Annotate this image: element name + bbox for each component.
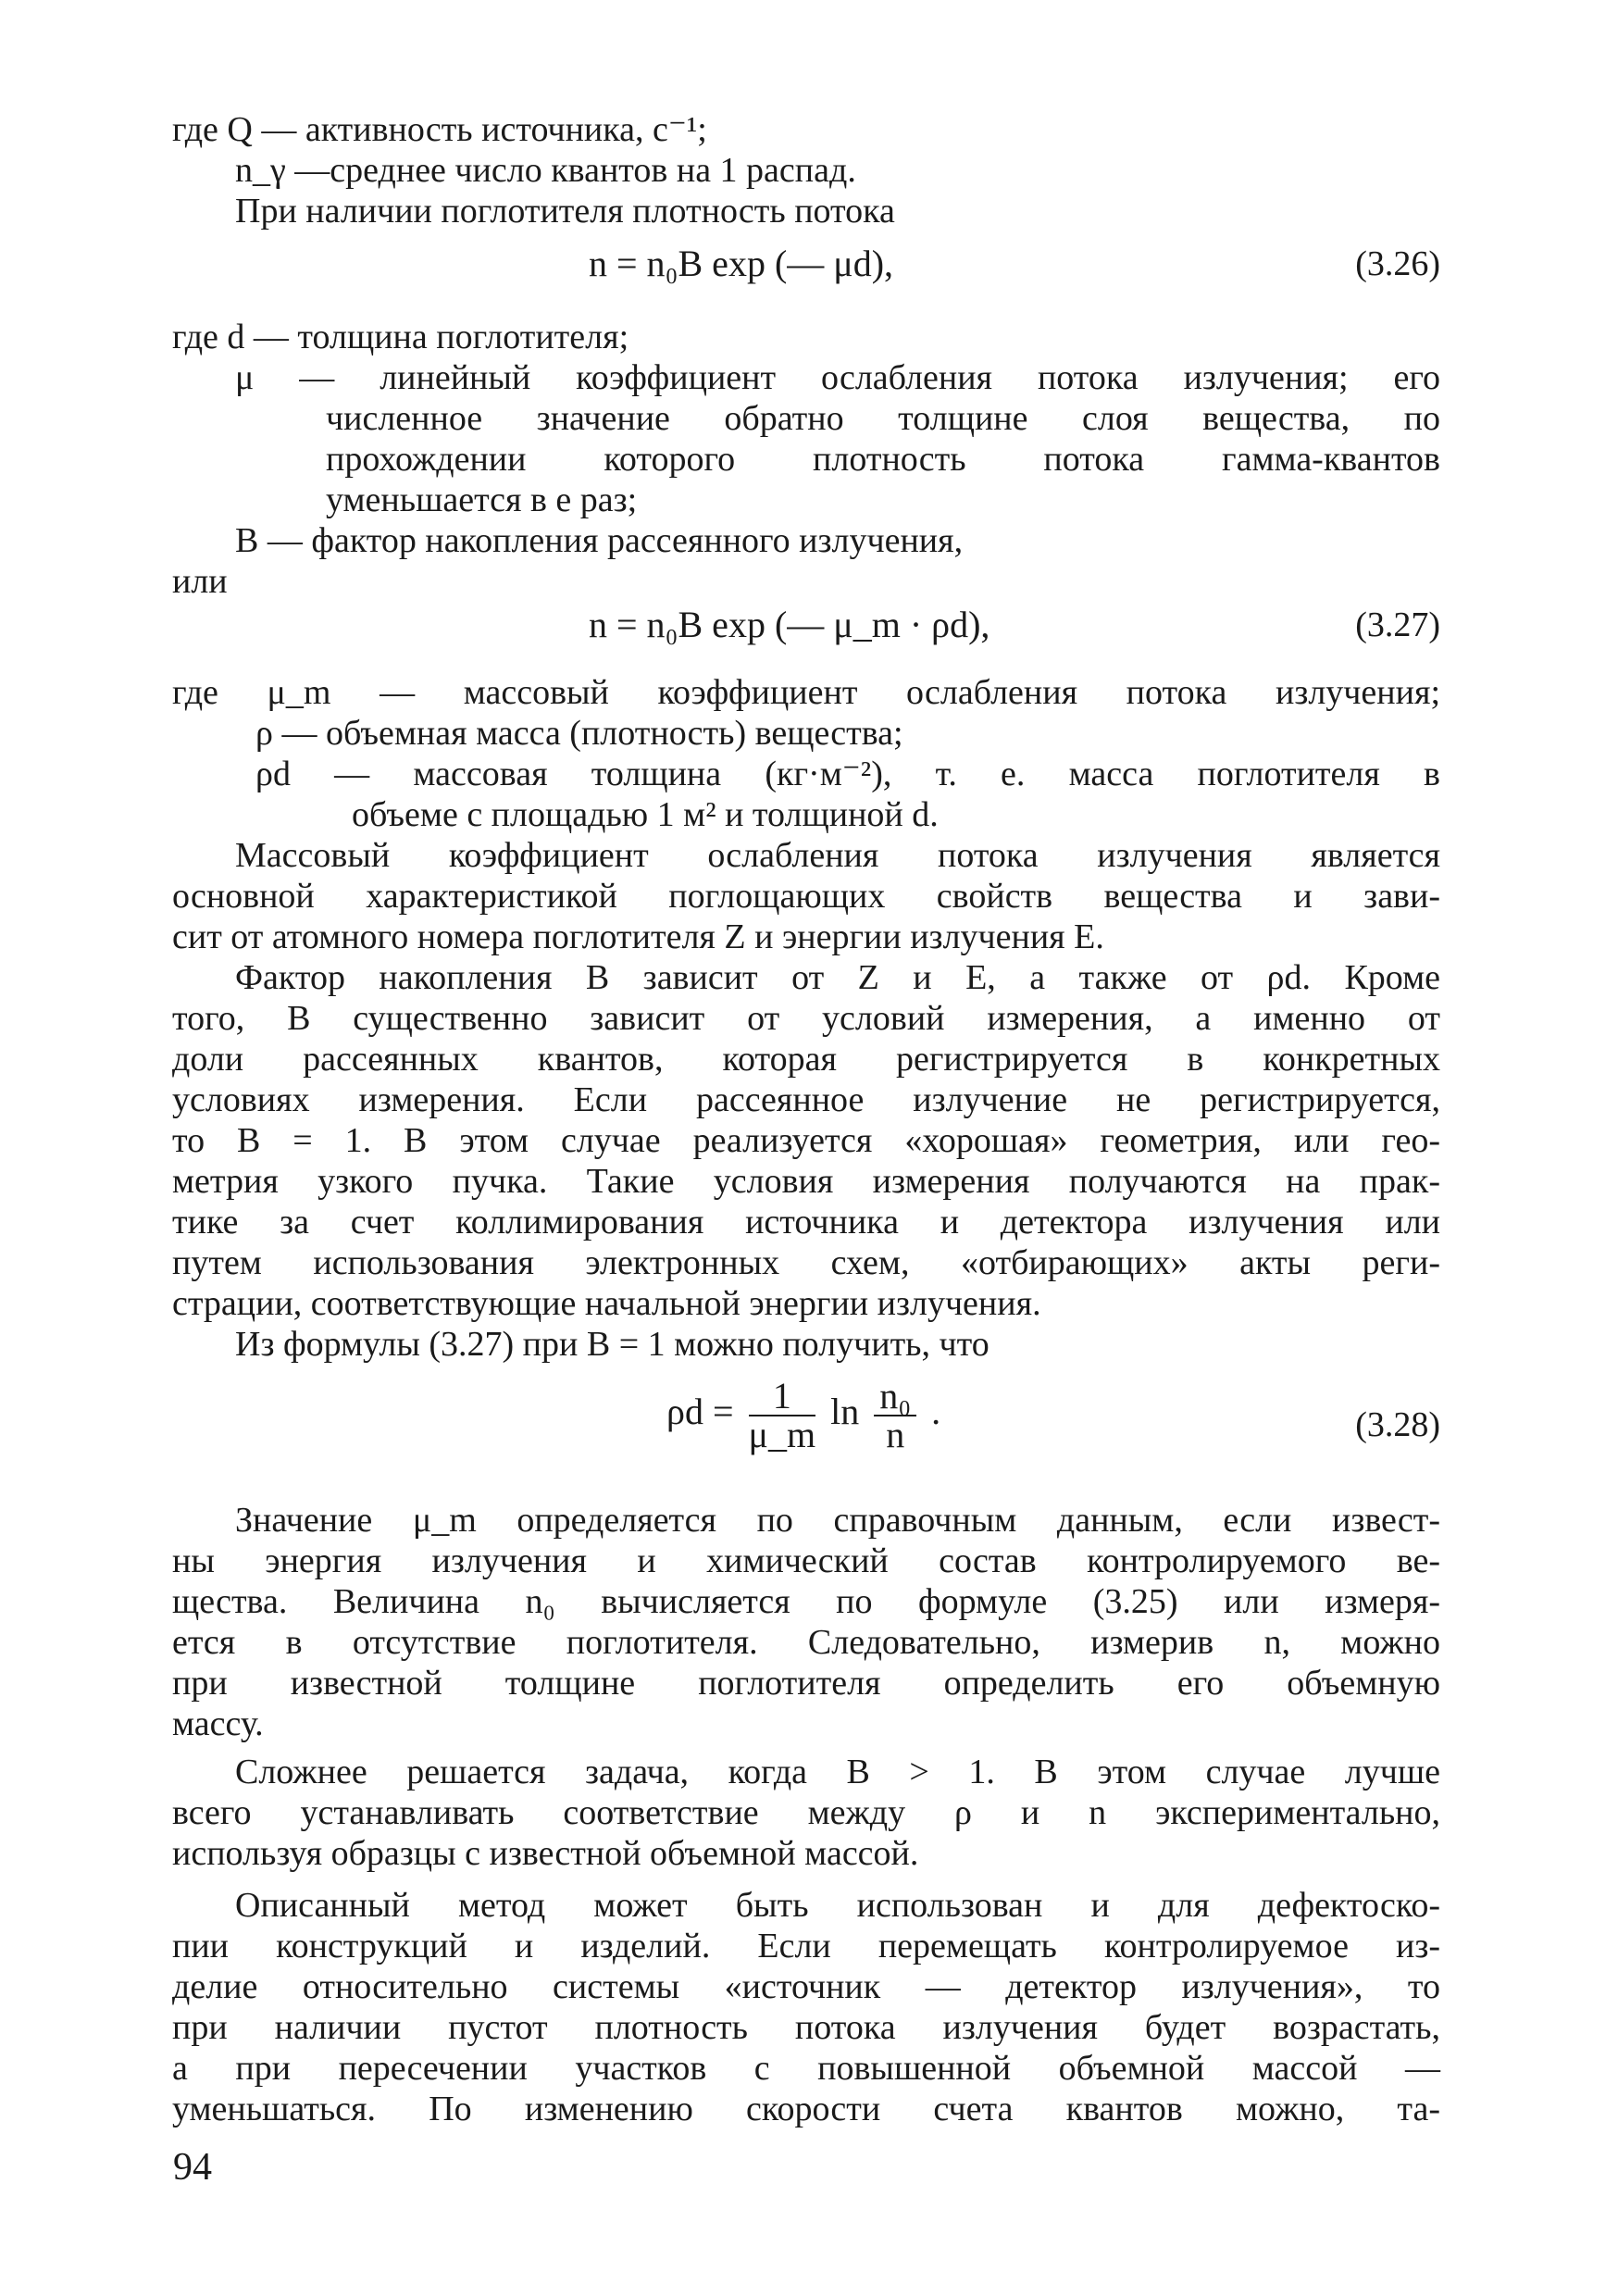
text-line: при наличии пустот плотность потока излучения будет возрастать, — [172, 2008, 1440, 2047]
text-line: то B = 1. В этом случае реализуется «хорошая» геометрия, или гео- — [172, 1121, 1440, 1160]
fraction — [874, 1375, 916, 1455]
text-line: где Q — активность источника, с⁻¹; — [172, 110, 707, 149]
text-line: прохождении которого плотность потока гамма-квантов — [326, 440, 1440, 479]
fraction-denominator: n — [886, 1414, 905, 1455]
text-line: Значение μ_m определяется по справочным данным, если извест- — [235, 1501, 1440, 1540]
text-line: Описанный метод может быть использован и для дефектоско- — [235, 1886, 1440, 1925]
text-line: Фактор накопления B зависит от Z и E, а также от ρd. Кроме — [235, 958, 1440, 997]
text-line: При наличии поглотителя плотность потока — [235, 192, 895, 231]
text-line: где μ_m — массовый коэффициент ослабления потока излучения; — [172, 673, 1440, 712]
text-line: путем использования электронных схем, «отбирающих» акты реги- — [172, 1243, 1440, 1282]
fraction-numerator: n₀ — [874, 1378, 916, 1416]
text-line: или — [172, 562, 228, 601]
equation-number: (3.28) — [1355, 1405, 1440, 1444]
text-line: а при пересечении участков с повышенной объемной массой — — [172, 2049, 1440, 2088]
text-line: массу. — [172, 1704, 264, 1743]
equation-period: . — [931, 1391, 941, 1433]
text-line: тике за счет коллимирования источника и детектора излучения или — [172, 1203, 1440, 1242]
text-line: B — фактор накопления рассеянного излучения, — [235, 521, 964, 560]
text-line: μ — линейный коэффициент ослабления потока излучения; его — [235, 358, 1440, 397]
text-line: объеме с площадью 1 м² и толщиной d. — [352, 795, 939, 834]
text-line: Сложнее решается задача, когда B > 1. В этом случае лучше — [235, 1753, 1440, 1791]
text-line: ρ — объемная масса (плотность) вещества; — [255, 714, 903, 753]
fraction — [748, 1375, 816, 1455]
text-line: уменьшается в e раз; — [326, 480, 638, 519]
text-line: численное значение обратно толщине слоя вещества, по — [326, 399, 1440, 438]
text-line: доли рассеянных квантов, которая регистрируется в конкретных — [172, 1040, 1440, 1079]
equation-3-28 — [666, 1375, 941, 1455]
text-line: где d — толщина поглотителя; — [172, 318, 629, 356]
equation-lhs: ρd = — [666, 1391, 734, 1433]
equation-number: (3.27) — [1355, 605, 1440, 644]
text-line: сит от атомного номера поглотителя Z и энергии излучения E. — [172, 917, 1104, 956]
equation-number: (3.26) — [1355, 244, 1440, 283]
ln-operator: ln — [830, 1391, 860, 1433]
text-line: того, B существенно зависит от условий измерения, а именно от — [172, 999, 1440, 1038]
equation-3-27: n = n₀B exp (— μ_m · ρd), — [589, 604, 990, 645]
text-line: делие относительно системы «источник — детектор излучения», то — [172, 1967, 1440, 2006]
text-line: Из формулы (3.27) при B = 1 можно получить, что — [235, 1325, 989, 1364]
equation-3-26: n = n₀B exp (— μd), — [589, 243, 894, 284]
text-line: ны энергия излучения и химический состав контролируемого ве- — [172, 1541, 1440, 1580]
text-line: пии конструкций и изделий. Если перемещать контролируемое из- — [172, 1927, 1440, 1965]
text-line: основной характеристикой поглощающих свойств вещества и зави- — [172, 877, 1440, 916]
text-line: n_γ —среднее число квантов на 1 распад. — [235, 151, 856, 190]
text-line: при известной толщине поглотителя определить его объемную — [172, 1664, 1440, 1703]
text-line: ется в отсутствие поглотителя. Следовательно, измерив n, можно — [172, 1623, 1440, 1662]
text-line: щества. Величина n₀ вычисляется по формуле (3.25) или измеря- — [172, 1582, 1440, 1621]
text-line: всего устанавливать соответствие между ρ и n экспериментально, — [172, 1793, 1440, 1832]
fraction-denominator: μ_m — [748, 1414, 816, 1455]
page-number: 94 — [173, 2146, 212, 2189]
text-line: Массовый коэффициент ослабления потока излучения является — [235, 836, 1440, 875]
fraction-numerator: 1 — [749, 1378, 816, 1416]
text-line: используя образцы с известной объемной массой. — [172, 1834, 919, 1873]
text-line: ρd — массовая толщина (кг·м⁻²), т. е. масса поглотителя в — [255, 755, 1440, 793]
text-line: уменьшаться. По изменению скорости счета квантов можно, та- — [172, 2090, 1440, 2128]
text-line: страции, соответствующие начальной энергии излучения. — [172, 1284, 1041, 1323]
text-line: условиях измерения. Если рассеянное излучение не регистрируется, — [172, 1080, 1440, 1119]
text-line: метрия узкого пучка. Такие условия измерения получаются на прак- — [172, 1162, 1440, 1201]
